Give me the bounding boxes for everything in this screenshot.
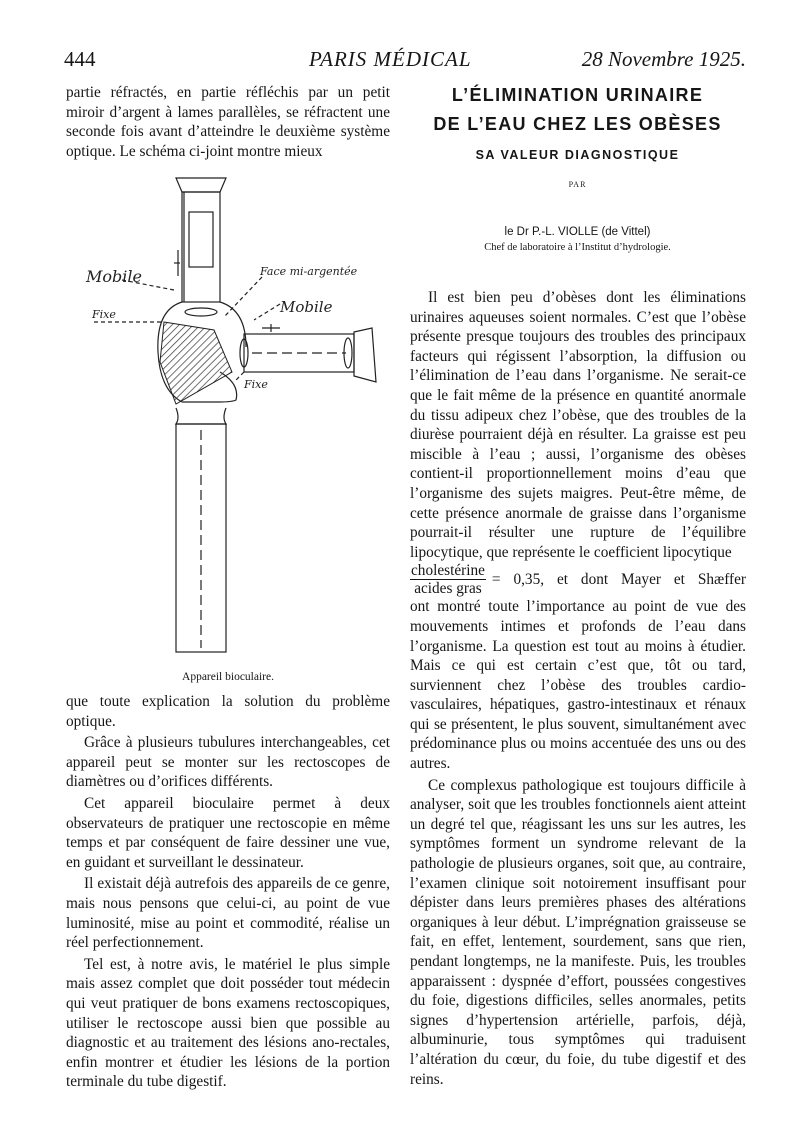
issue-date: 28 Novembre 1925. xyxy=(581,47,746,71)
collar xyxy=(176,408,226,424)
paragraph: Il est bien peu d’obèses dont les éliminations urinaires aqueuses soient normales. C’est que l’obèse présente presque toujours des troubles des principaux facteurs qui régissent l’absorption, la diffusion ou l’élimination de l’eau dans l’organisme. Ne serait-ce que le fait même de la présence en quantité anormale du tissu adipeux chez l’obèse, que des troubles de la diurèse pourraient déjà en résulter. La graisse est peu miscible à l’eau ; aussi, l’organisme des obèses contient-il proportionnellement moins d’eau que l’organisme des sujets maigres. Peut-être même, de cette présence anormale de graisse dans l’organisme pourrait-il résulter une rupture de l’équilibre lipocytique, que représente le coefficient lipocytique xyxy=(410,289,746,561)
label-fixe-left: Fixe xyxy=(92,308,116,321)
label-mobile-left: Mobile xyxy=(86,267,142,286)
upper-tube xyxy=(182,192,220,302)
article-subtitle: SA VALEUR DIAGNOSTIQUE xyxy=(475,148,680,162)
fraction-denominator: acides gras xyxy=(414,580,482,598)
fraction-numerator: cholestérine xyxy=(411,562,485,580)
author-affiliation: Chef de laboratoire à l’Institut d’hydrologie. xyxy=(484,242,671,253)
article-title-line-2: DE L’EAU CHEZ LES OBÈSES xyxy=(433,114,722,134)
paragraph: partie réfractés, en partie réfléchis par un petit miroir d’argent à lames parallèles, se réfractent une seconde fois avant d’atteindre le deuxième système optique. Le schéma ci-joint montre mieux xyxy=(66,84,390,160)
left-column-intro xyxy=(66,83,390,161)
figure-caption: Appareil bioculaire. xyxy=(182,671,274,683)
bioculaire-drawing xyxy=(84,172,384,662)
paragraph: ont montré toute l’importance au point de vue des mouvements intimes et profonds de l’eau dans l’organisme. La question est tout au moins à étudier. Mais ce qui est certain c’est que, tôt ou tard, surviennent chez l’obèse des troubles cardio-vasculaires, hépatiques, gastro-intestinaux et rénaux qui se présentent, le plus souvent, simultanément avec prédominance plus ou moins accentuée des uns ou des autres. xyxy=(410,598,746,773)
fraction xyxy=(410,562,486,597)
side-eyepiece xyxy=(354,328,376,382)
eyepiece-top xyxy=(176,178,226,192)
article-title-line-1: L’ÉLIMINATION URINAIRE xyxy=(451,85,704,105)
paragraph: Grâce à plusieurs tubulures interchangeables, cet appareil peut se monter sur les rectoscopes de diamètres ou d’orifices différents. xyxy=(66,734,390,791)
article-body xyxy=(410,288,746,1089)
paragraph: Cet appareil bioculaire permet à deux observateurs de pratiquer une rectoscopie en même temps et par conséquent de faire dessiner une vue, en guidant et surveillant le dessinateur. xyxy=(66,794,390,871)
paragraph: Tel est, à notre avis, le matériel le plus simple mais assez complet que doit posséder tout médecin qui veut pratiquer de bons examens rectoscopiques, utiliser le rectoscope aussi bien que possible au diagnostic et au traitement des lésions ano-rectales, enfin montrer et étudier les lésions de la portion terminale du tube digestif. xyxy=(66,955,390,1091)
label-face: Face mi-argentée xyxy=(260,265,358,278)
inner-tube xyxy=(189,212,213,267)
byline-par: PAR xyxy=(568,180,587,189)
left-column-body xyxy=(66,692,390,1092)
paragraph: Il existait déjà autrefois des appareils de ce genre, mais nous pensons que celui-ci, au point de vue luminosité, mise au point et commodité, réalise un réel perfectionnement. xyxy=(66,875,390,952)
label-mobile-right: Mobile xyxy=(280,298,333,316)
author-name: le Dr P.-L. VIOLLE (de Vittel) xyxy=(504,226,651,238)
bioculaire-figure xyxy=(84,172,384,662)
page-header xyxy=(64,46,746,72)
prism-block xyxy=(160,322,232,404)
paragraph: que toute explication la solution du problème optique. xyxy=(66,693,390,730)
journal-title: PARIS MÉDICAL xyxy=(309,47,472,71)
paragraph: Ce complexus pathologique est toujours difficile à analyser, soit que les troubles fonctionnels aient atteint un degré tel que, réagissant les uns sur les autres, les symptômes forment un syndrome relevant de la pathologie de plusieurs organes, soit que, au contraire, l’examen clinique soit notoirement insuffisant pour dépister dans leurs premières phases des altérations organiques à leur début. L’imprégnation graisseuse se fait, en effet, lentement, sourdement, sans que rien, pendant longtemps, ne la manifeste. Puis, les troubles apparaissent : dyspnée d’effort, poussées congestives du foie, digestions difficiles, selles anormales, petits signes d’hypertension artérielle, parfois, déjà, albuminurie, tous symptômes qui traduisent l’altération du cœur, du foie, du tube digestif et des reins. xyxy=(410,776,746,1088)
fraction-value: = 0,35, et dont Mayer et Shæffer xyxy=(491,571,746,589)
coefficient-formula xyxy=(410,562,746,597)
label-fixe-right: Fixe xyxy=(244,378,268,391)
page-number: 444 xyxy=(64,47,96,71)
